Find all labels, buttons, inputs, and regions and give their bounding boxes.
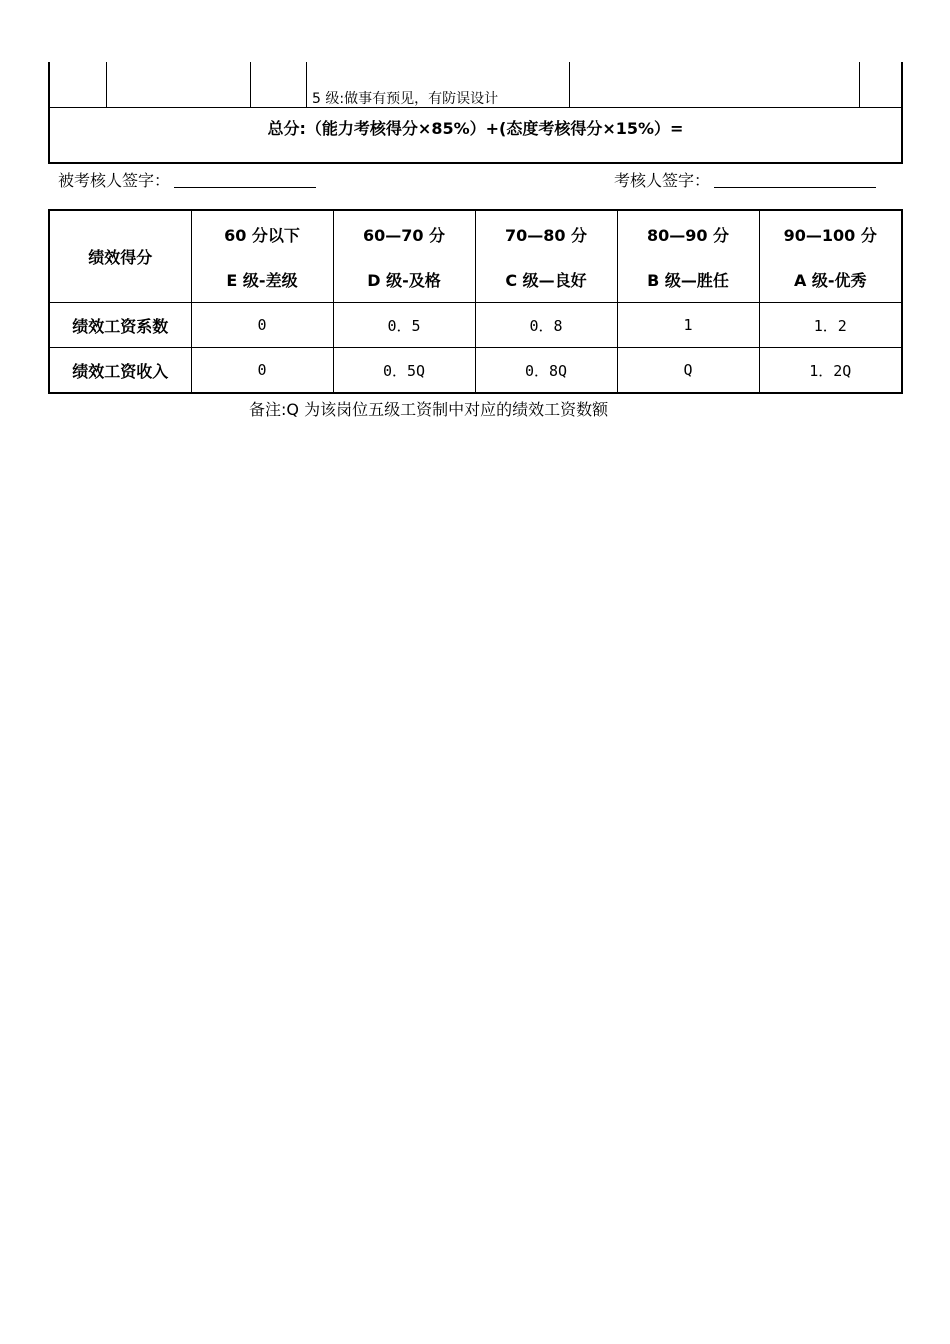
evaluation-table-continued bbox=[48, 62, 903, 164]
table-cell: 1．2Q bbox=[759, 348, 902, 394]
column-divider bbox=[106, 62, 107, 107]
grade-5-description: 5 级:做事有预见，有防误设计 bbox=[312, 91, 499, 107]
grade-header-cell: 90—100 分 A 级-优秀 bbox=[759, 210, 902, 303]
table-row bbox=[49, 348, 902, 394]
row-label: 绩效工资系数 bbox=[49, 303, 191, 348]
table-cell: Q bbox=[617, 348, 759, 394]
examinee-signature bbox=[58, 168, 316, 191]
row-label: 绩效工资收入 bbox=[49, 348, 191, 394]
grade-header-row bbox=[49, 210, 902, 303]
examiner-signature bbox=[614, 168, 876, 191]
table-cell: 0．8 bbox=[475, 303, 617, 348]
grade-row bbox=[50, 62, 901, 108]
table-cell: 0．8Q bbox=[475, 348, 617, 394]
table-cell: 0．5 bbox=[333, 303, 475, 348]
grade-header-cell: 70—80 分 C 级—良好 bbox=[475, 210, 617, 303]
table-cell: 0 bbox=[191, 303, 333, 348]
table-note: 备注:Q 为该岗位五级工资制中对应的绩效工资数额 bbox=[249, 400, 609, 419]
grade-header-cell: 60 分以下 E 级-差级 bbox=[191, 210, 333, 303]
column-divider bbox=[250, 62, 251, 107]
column-divider bbox=[306, 62, 307, 107]
total-score-formula: 总分:（能力考核得分×85%）+(态度考核得分×15%）= bbox=[267, 119, 684, 138]
examinee-signature-line[interactable] bbox=[174, 169, 316, 188]
examiner-signature-label: 考核人签字： bbox=[614, 171, 711, 190]
table-row bbox=[49, 303, 902, 348]
table-cell: 0．5Q bbox=[333, 348, 475, 394]
performance-salary-table bbox=[48, 209, 903, 394]
examiner-signature-line[interactable] bbox=[714, 169, 876, 188]
column-divider bbox=[859, 62, 860, 107]
column-divider bbox=[569, 62, 570, 107]
table-cell: 0 bbox=[191, 348, 333, 394]
header-label: 绩效得分 bbox=[49, 210, 191, 303]
table-cell: 1 bbox=[617, 303, 759, 348]
table-cell: 1．2 bbox=[759, 303, 902, 348]
grade-header-cell: 60—70 分 D 级-及格 bbox=[333, 210, 475, 303]
grade-header-cell: 80—90 分 B 级—胜任 bbox=[617, 210, 759, 303]
examinee-signature-label: 被考核人签字： bbox=[58, 171, 171, 190]
